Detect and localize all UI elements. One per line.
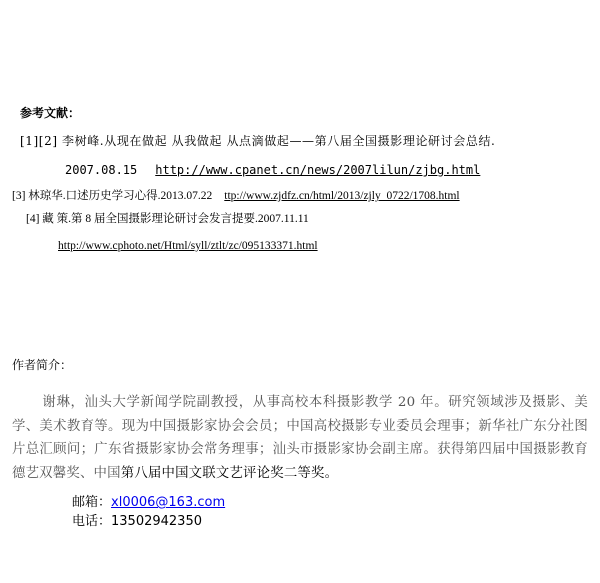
author-bio-text: 谢琳，汕头大学新闻学院副教授，从事高校本科摄影教学 20 年。研究领域涉及摄影、美学、美术教育等。现为中国摄影家协会会员；中国高校摄影专业委员会理事；新华社广东分社图片总汇顾问；广东省摄影家协会常务理事；汕头市摄影家协会副主席。获得第四届中国摄影教育德艺双馨奖、中国 — [12, 395, 588, 481]
phone-row — [72, 510, 202, 529]
references-heading: 参考文献： — [20, 106, 81, 120]
reference-1-url[interactable]: http://www.cpanet.cn/news/2007lilun/zjbg.html — [155, 163, 481, 177]
author-bio-award: 第八届中国文联文艺评论奖二等奖。 — [120, 465, 339, 481]
author-intro-heading: 作者简介： — [12, 358, 73, 372]
phone-label: 电话： — [72, 514, 112, 529]
reference-3-url[interactable]: ttp://www.zjdfz.cn/html/2013/zjly_0722/1708.html — [224, 190, 460, 202]
reference-1-text: [1][2] 李树峰.从现在做起 从我做起 从点滴做起——第八届全国摄影理论研讨会总结. — [20, 134, 496, 148]
reference-4-url[interactable]: http://www.cphoto.net/Html/syll/ztlt/zc/095133371.html — [58, 240, 318, 252]
email-label: 邮箱： — [72, 495, 112, 510]
email-link[interactable]: xl0006@163.com — [111, 495, 226, 510]
reference-4-text: [4] 藏 策.第 8 届全国摄影理论研讨会发言提要.2007.11.11 — [26, 213, 309, 225]
phone-number: 13502942350 — [111, 514, 202, 529]
email-row — [72, 491, 225, 510]
author-bio — [12, 391, 588, 485]
reference-3 — [12, 187, 460, 203]
reference-1-date: 2007.08.15 — [65, 163, 138, 177]
reference-3-text: [3] 林琼华.口述历史学习心得.2013.07.22 — [12, 190, 213, 202]
reference-1-source — [65, 163, 480, 177]
